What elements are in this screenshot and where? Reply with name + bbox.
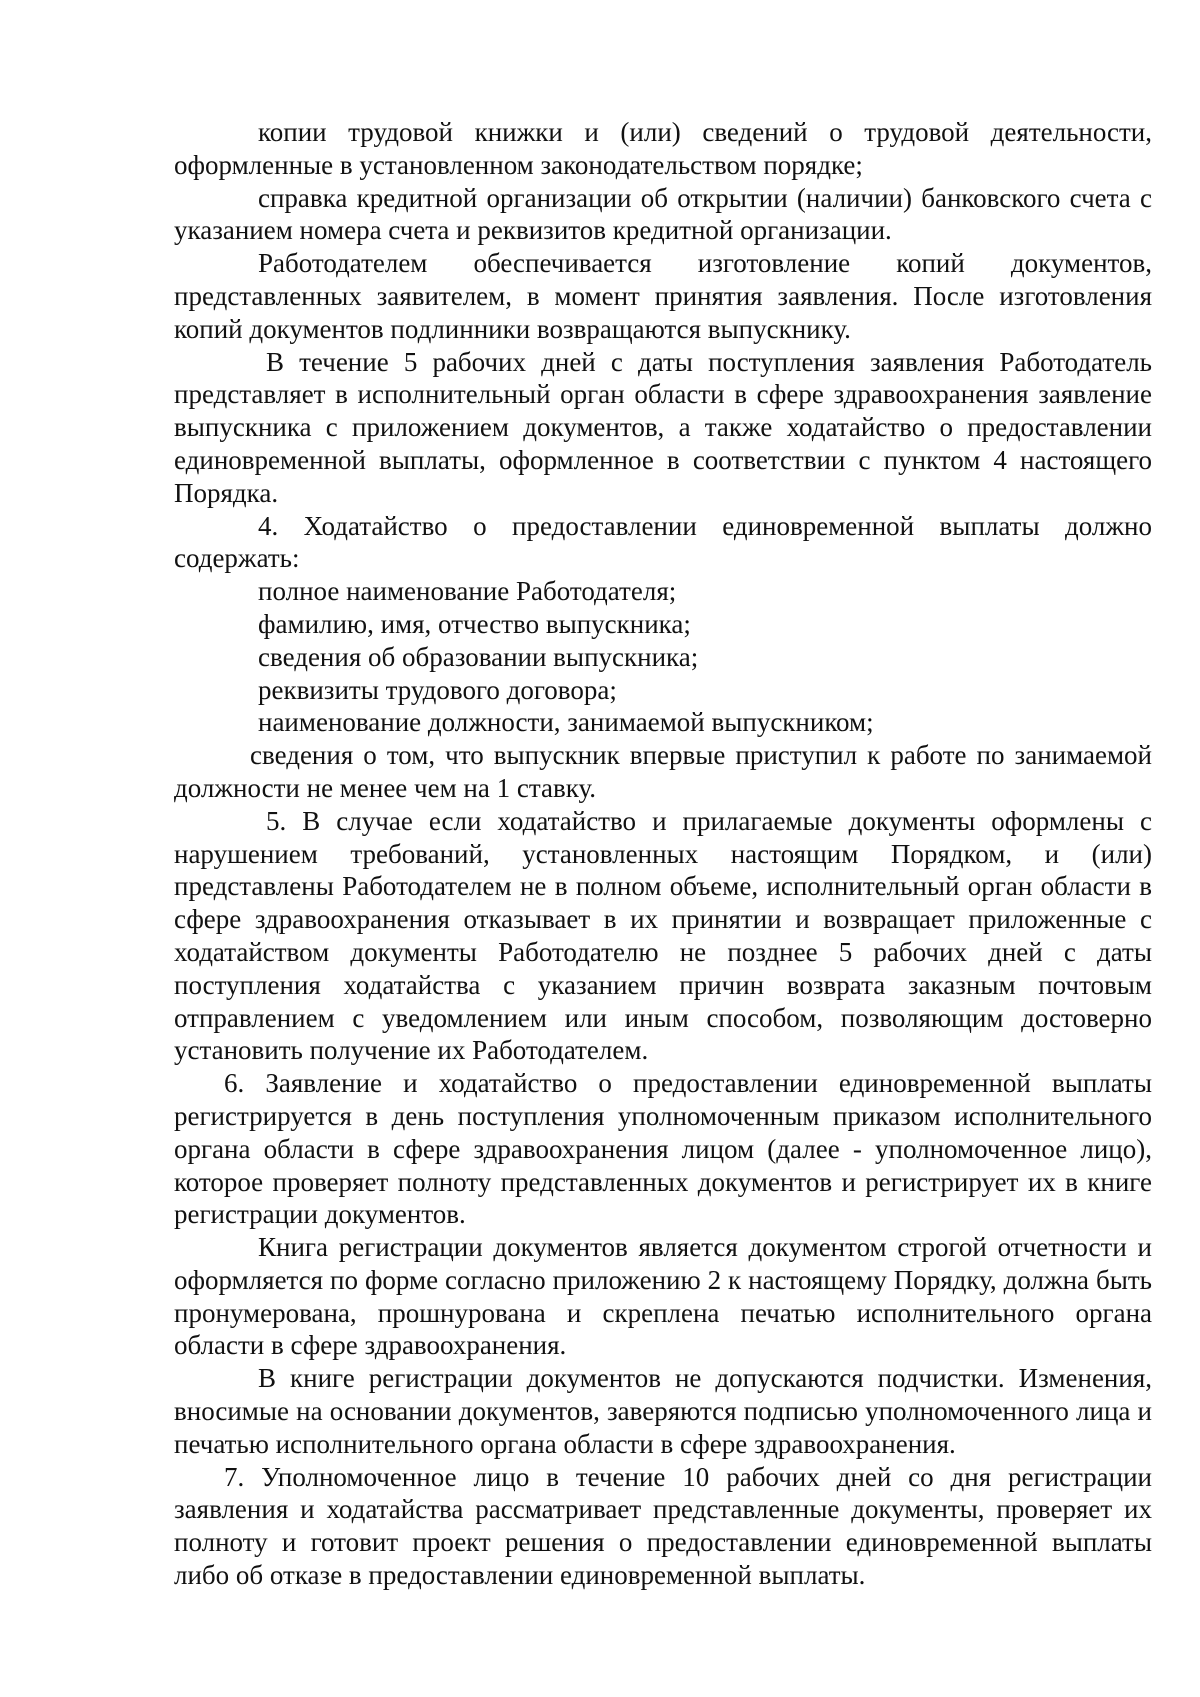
paragraph-item-4-petition: 4. Ходатайство о предоставлении единовременной выплаты должно содержать: xyxy=(174,510,1152,574)
paragraph-employer-copies: Работодателем обеспечивается изготовление копий документов, представленных заявителем, в момент принятия заявления. После изготовления копий документов подлинники возвращаются выпускнику. xyxy=(174,248,1152,344)
paragraph-five-days-submission: В течение 5 рабочих дней с даты поступления заявления Работодатель представляет в исполнительный орган области в сфере здравоохранения заявление выпускника с приложением документов, а также ходатайство о предоставлении единовременной выплаты, оформленное в соответствии с пунктом 4 настоящего Порядка. xyxy=(174,346,1152,508)
paragraph-item-5-refusal: 5. В случае если ходатайство и прилагаемые документы оформлены с нарушением требований, установленных настоящим Порядком, и (или) представлены Работодателем не в полном объеме, исполнительный орган области в сфере здравоохранения отказывает в их принятии и возвращает приложенные с ходатайством документы Работодателю не позднее 5 рабочих дней с даты поступления ходатайства с указанием причин возврата заказным почтовым отправлением с уведомлением или иным способом, позволяющим достоверно установить получение их Работодателем. xyxy=(174,805,1152,1066)
paragraph-item-7-review: 7. Уполномоченное лицо в течение 10 рабочих дней со дня регистрации заявления и ходатайства рассматривает представленные документы, проверяет их полноту и готовит проект решения о предоставлении единовременной выплаты либо об отказе в предоставлении единовременной выплаты. xyxy=(174,1461,1152,1591)
list-item-graduate-name: фамилию, имя, отчество выпускника; xyxy=(258,608,691,639)
list-item-first-employment: сведения о том, что выпускник впервые приступил к работе по занимаемой должности не менее чем на 1 ставку. xyxy=(174,740,1152,803)
paragraph-item-6-registration: 6. Заявление и ходатайство о предоставлении единовременной выплаты регистрируется в день поступления уполномоченным приказом исполнительного органа области в сфере здравоохранения лицом (далее - уполномоченное лицо), которое проверяет полноту представленных документов и регистрирует их в книге регистрации документов. xyxy=(174,1068,1152,1230)
list-item-employer-name: полное наименование Работодателя; xyxy=(258,576,677,607)
paragraph-work-record-copies: копии трудовой книжки и (или) сведений о трудовой деятельности, оформленные в установленном законодательством порядке; xyxy=(174,117,1152,180)
paragraph-bank-certificate: справка кредитной организации об открытии (наличии) банковского счета с указанием номера счета и реквизитов кредитной организации. xyxy=(174,182,1152,246)
paragraph-no-erasures: В книге регистрации документов не допускаются подчистки. Изменения, вносимые на основании документов, заверяются подписью уполномоченного лица и печатью исполнительного органа области в сфере здравоохранения. xyxy=(174,1363,1152,1459)
list-item-graduate-education: сведения об образовании выпускника; xyxy=(258,641,699,672)
document-page xyxy=(174,116,1152,1592)
list-item-position-name: наименование должности, занимаемой выпускником; xyxy=(258,707,874,738)
list-item-contract-details: реквизиты трудового договора; xyxy=(258,674,617,705)
paragraph-registration-book: Книга регистрации документов является документом строгой отчетности и оформляется по форме согласно приложению 2 к настоящему Порядку, должна быть пронумерована, прошнурована и скреплена печатью исполнительного органа области в сфере здравоохранения. xyxy=(174,1232,1152,1361)
